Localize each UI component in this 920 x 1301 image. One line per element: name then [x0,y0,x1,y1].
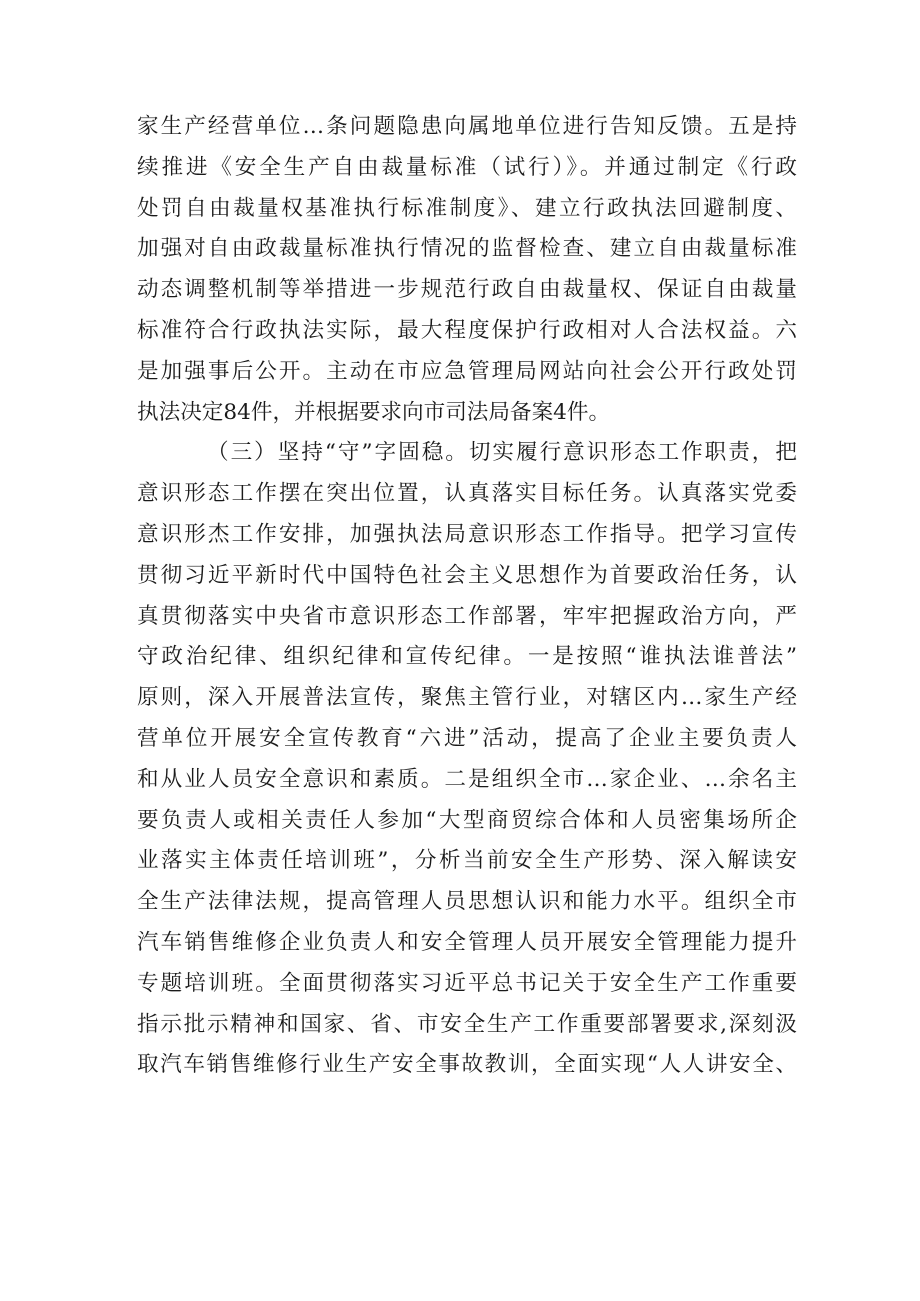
text-line-content: 专题培训班。全面贯彻落实习近平总书记关于安全生产工作重要 [137,970,797,996]
text-line-content: 营单位开展安全宣传教育“六进”活动，提高了企业主要负责人 [137,725,797,751]
text-line [137,841,797,882]
text-line-content: 要负责人或相关责任人参加“大型商贸综合体和人员密集场所企 [137,807,797,833]
text-line [137,107,797,148]
text-line [137,229,797,270]
text-line-content: 意识形杰工作安排，加强执法局意识形态工作指导。把学习宣传 [137,521,797,547]
text-line-content: 续推进《安全生产自由裁量标准（试行）》。并通过制定《行政 [137,154,797,180]
text-line [137,148,797,189]
text-line [137,719,797,760]
text-line [137,311,797,352]
text-line-content: 取汽车销售维修行业生产安全事故教训，全面实现“人人讲安全、 [137,1052,797,1078]
text-line-content: 加强对自由政裁量标准执行情况的监督检查、建立自由裁量标准 [137,236,797,262]
text-line [137,801,797,842]
text-line [137,882,797,923]
text-line-content: 处罚自由裁量权基准执行标准制度》、建立行政执法回避制度、 [137,195,797,221]
text-line [137,637,797,678]
document-body-text [137,107,797,1086]
text-line-paragraph-start [137,433,797,474]
text-line-content: 业落实主体责任培训班”，分析当前安全生产形势、深入解读安 [137,848,797,874]
text-line [137,1045,797,1086]
text-line-content: 贯彻习近平新时代中国特色社会主义思想作为首要政治任务，认 [137,562,797,588]
text-line-content: 和从业人员安全意识和素质。二是组织全市…家企业、…余名主 [137,766,797,792]
text-line-content: （三）坚持“守”字固稳。切实履行意识形态工作职责，把 [207,440,797,466]
text-line-content: 指示批示精神和国家、省、市安全生产工作重要部署要求,深刻汲 [137,1011,797,1037]
text-line-content: 原则，深入开展普法宣传，聚焦主管行业，对辖区内…家生产经 [137,685,797,711]
text-line-content: 家生产经营单位…条问题隐患向属地单位进行告知反馈。五是持 [137,114,797,139]
text-line [137,964,797,1005]
text-line-content: 标准符合行政执法实际，最大程度保护行政相对人合法权益。六 [137,317,797,343]
text-line-content: 动态调整机制等举措进一步规范行政自由裁量权、保证自由裁量 [137,277,797,303]
text-line [137,352,797,393]
text-line [137,189,797,230]
text-line-content: 执法决定84件，并根据要求向市司法局备案4件。 [137,399,611,425]
text-line [137,923,797,964]
text-line-content: 真贯彻落实中央省市意识形态工作部署，牢牢把握政治方向，严 [137,603,797,629]
text-line [137,556,797,597]
text-line [137,760,797,801]
text-line-content: 守政治纪律、组织纪律和宣传纪律。一是按照“谁执法谁普法” [137,644,797,670]
text-line [137,474,797,515]
text-line-content: 是加强事后公开。主动在市应急管理局网站向社会公开行政处罚 [137,358,797,384]
text-line [137,1005,797,1046]
text-line [137,597,797,638]
text-line-content: 全生产法律法规，提高管理人员思想认识和能力水平。组织全市 [137,889,797,915]
text-line-content: 汽车销售维修企业负责人和安全管理人员开展安全管理能力提升 [137,929,797,955]
text-line-content: 意识形态工作摆在突出位置，认真落实目标任务。认真落实党委 [137,481,797,507]
text-line-paragraph-end [137,393,797,434]
text-line [137,270,797,311]
text-line [137,515,797,556]
text-line [137,678,797,719]
